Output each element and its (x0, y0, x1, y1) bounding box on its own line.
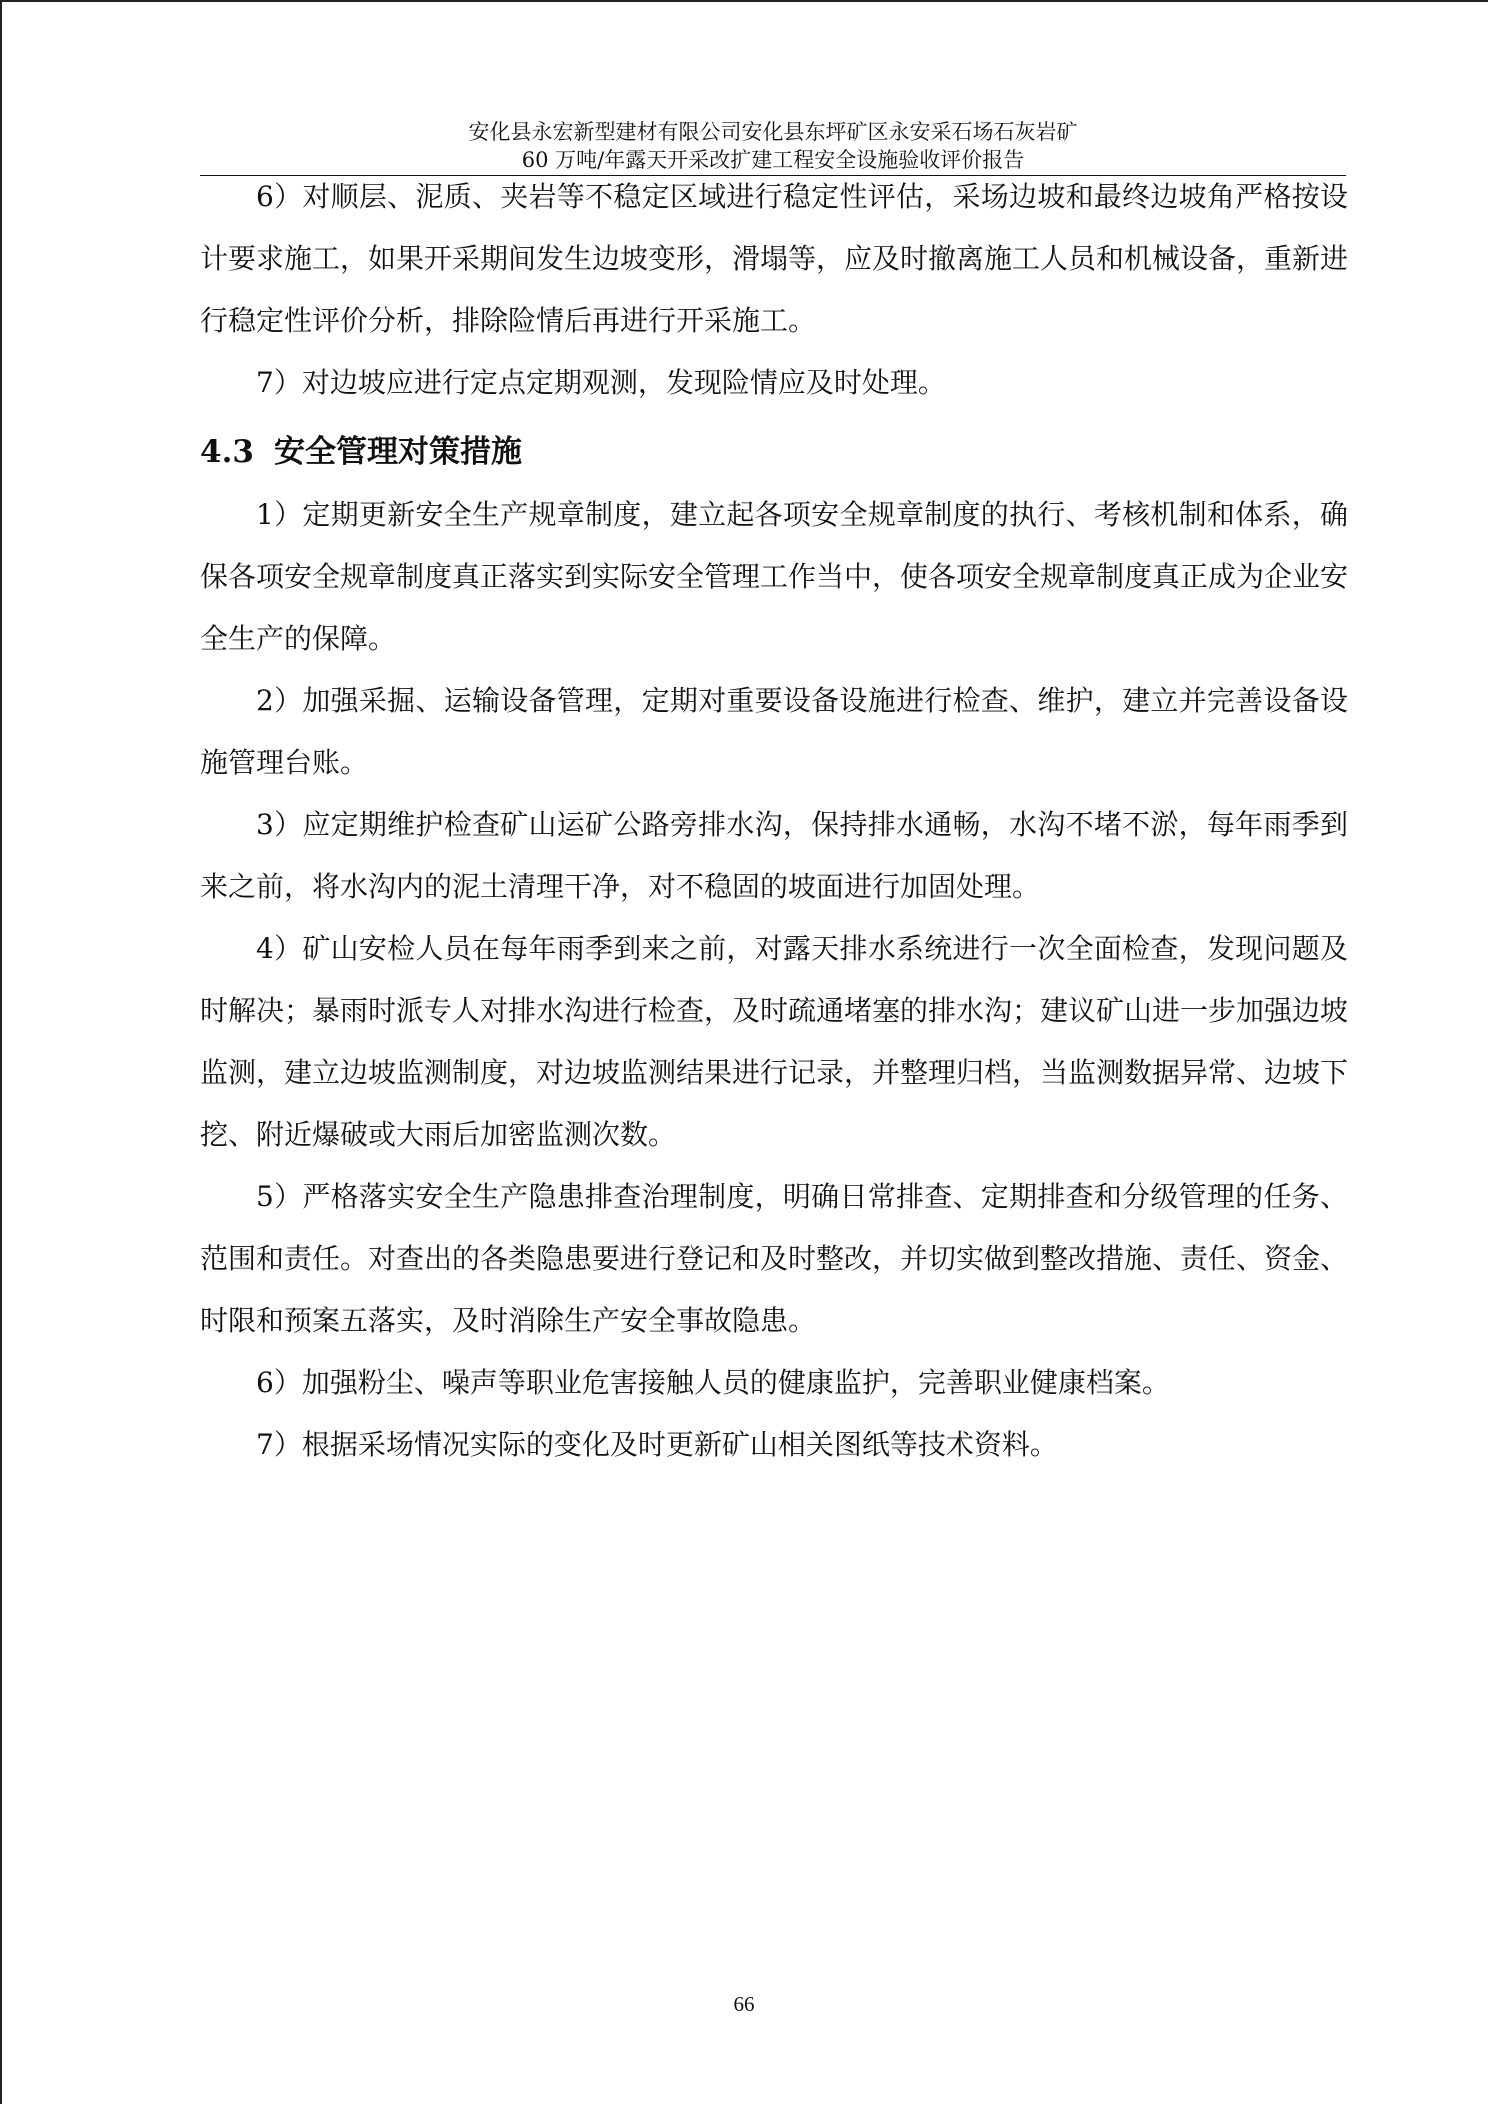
paragraph-item-3: 3）应定期维护检查矿山运矿公路旁排水沟，保持排水通畅，水沟不堵不淤，每年雨季到来之前，将水沟内的泥土清理干净，对不稳固的坡面进行加固处理。 (200, 808, 1348, 903)
paragraph-item-1: 1）定期更新安全生产规章制度，建立起各项安全规章制度的执行、考核机制和体系，确保各项安全规章制度真正落实到实际安全管理工作当中，使各项安全规章制度真正成为企业安全生产的保障。 (200, 498, 1349, 655)
section-number: 4.3 (200, 434, 254, 470)
paragraph-item-7: 7）根据采场情况实际的变化及时更新矿山相关图纸等技术资料。 (256, 1428, 1058, 1461)
section-heading (200, 414, 1348, 484)
paragraph-item-6: 6）加强粉尘、噪声等职业危害接触人员的健康监护，完善职业健康档案。 (256, 1366, 1170, 1399)
page-border-top (0, 0, 1488, 2)
page-number: 66 (733, 1992, 755, 2016)
page-border-left (0, 0, 2, 2104)
paragraph-intro-6: 6）对顺层、泥质、夹岩等不稳定区域进行稳定性评估，采场边坡和最终边坡角严格按设计要求施工，如果开采期间发生边坡变形，滑塌等，应及时撤离施工人员和机械设备，重新进行稳定性评价分析，排除险情后再进行开采施工。 (200, 180, 1349, 337)
header-line-2: 60 万吨/年露天开采改扩建工程安全设施验收评价报告 (521, 148, 1025, 172)
paragraph-item-5: 5）严格落实安全生产隐患排查治理制度，明确日常排查、定期排查和分级管理的任务、范围和责任。对查出的各类隐患要进行登记和及时整改，并切实做到整改措施、责任、资金、时限和预案五落实，及时消除生产安全事故隐患。 (200, 1180, 1349, 1337)
section-title: 安全管理对策措施 (274, 434, 522, 470)
paragraph-item-2: 2）加强采掘、运输设备管理，定期对重要设备设施进行检查、维护，建立并完善设备设施管理台账。 (200, 684, 1348, 779)
paragraph-item-4: 4）矿山安检人员在每年雨季到来之前，对露天排水系统进行一次全面检查，发现问题及时解决；暴雨时派专人对排水沟进行检查，及时疏通堵塞的排水沟；建议矿山进一步加强边坡监测，建立边坡监测制度，对边坡监测结果进行记录，并整理归档，当监测数据异常、边坡下挖、附近爆破或大雨后加密监测次数。 (200, 932, 1349, 1151)
paragraph-intro-7: 7）对边坡应进行定点定期观测，发现险情应及时处理。 (256, 366, 946, 399)
header-line-1: 安化县永宏新型建材有限公司安化县东坪矿区永安采石场石灰岩矿 (468, 120, 1078, 144)
document-body (200, 166, 1348, 1476)
